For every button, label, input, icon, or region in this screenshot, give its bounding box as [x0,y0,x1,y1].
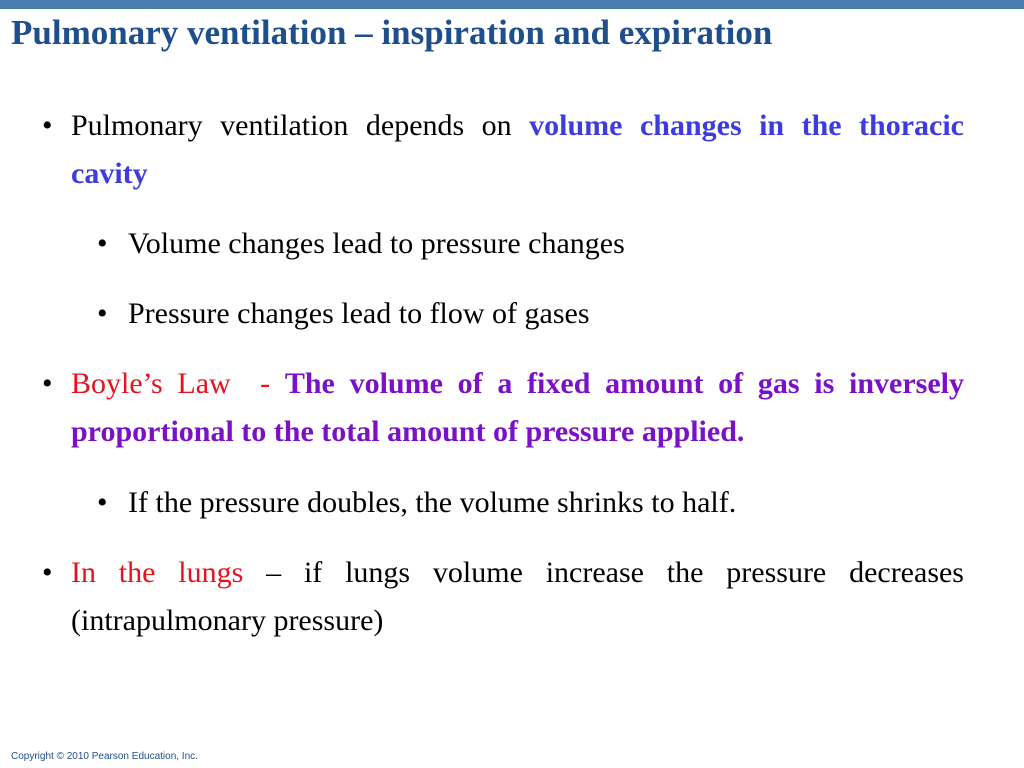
bullet-text: Volume changes lead to pressure changes [128,227,625,260]
copyright-footer: Copyright © 2010 Pearson Education, Inc. [11,751,198,762]
boyles-law-term: Boyle’s Law [71,367,231,400]
bullet-boyles-law [42,360,964,456]
bullet-text [71,102,964,198]
bullet-icon: • [97,486,108,519]
slide-body [42,102,964,645]
bullet-text: If the pressure doubles, the volume shrinks to half. [128,486,737,519]
bullet-text [71,360,964,456]
ventilation-plain-text: Pulmonary ventilation depends on [71,109,530,142]
sub-bullet-volume-pressure [42,220,964,268]
bullet-icon: • [42,556,53,589]
bullet-icon: • [97,297,108,330]
sub-bullet-pressure-flow [42,290,964,338]
bullet-icon: • [42,109,53,142]
boyles-law-definition: The volume of a fixed amount of gas is inversely proportional to the total amount of pressure applied. [71,367,964,448]
boyles-law-separator: - [230,367,285,400]
bullet-text: Pressure changes lead to flow of gases [128,297,590,330]
top-accent-bar [0,0,1024,9]
lungs-rest-text: – if lungs volume increase the pressure decreases (intrapulmonary pressure) [71,556,964,637]
bullet-in-the-lungs [42,549,964,645]
bullet-ventilation [42,102,964,198]
slide-title: Pulmonary ventilation – inspiration and expiration [11,13,773,52]
lungs-term: In the lungs [71,556,244,589]
bullet-icon: • [42,367,53,400]
bullet-icon: • [97,227,108,260]
bullet-text [71,549,964,645]
sub-bullet-pressure-doubles [42,479,964,527]
ventilation-highlight-text: volume changes in the thoracic cavity [71,109,964,190]
